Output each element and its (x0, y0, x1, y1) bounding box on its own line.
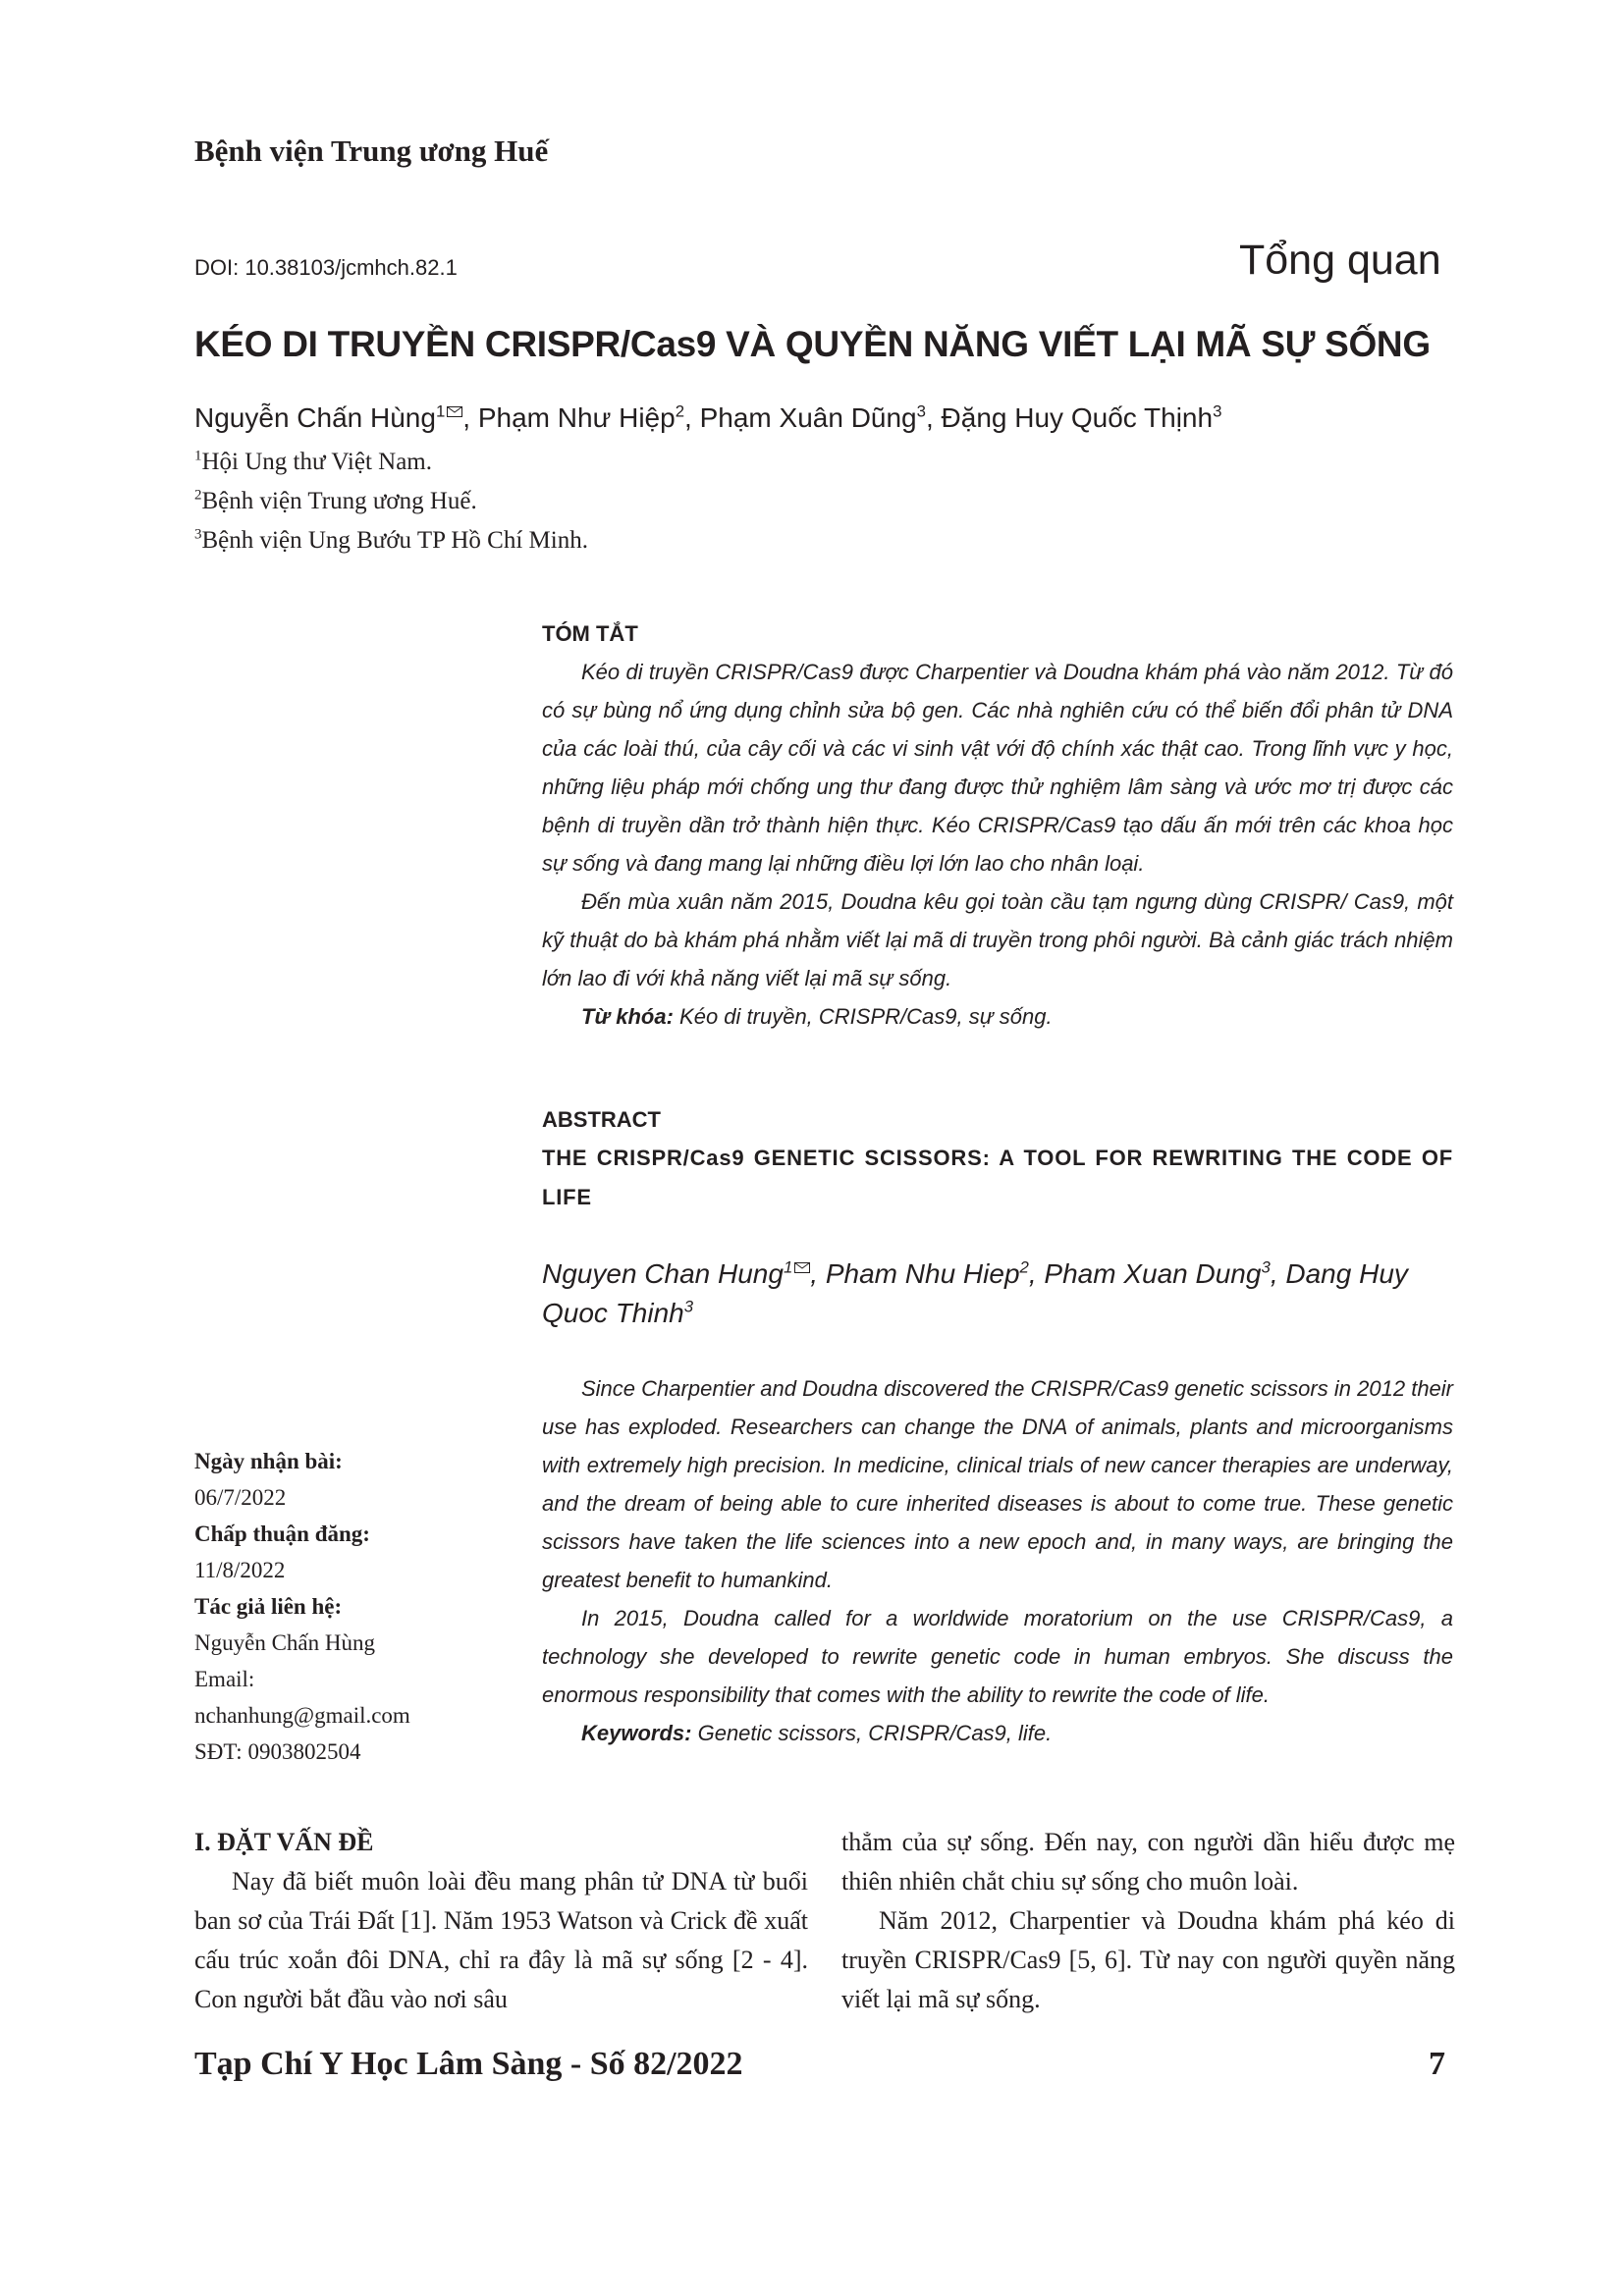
received-label: Ngày nhận bài: (194, 1449, 343, 1473)
author-list-en (542, 1255, 1453, 1333)
author-list-vi (194, 402, 1221, 434)
abstract-vi-paragraph: Đến mùa xuân năm 2015, Doudna kêu gọi toàn cầu tạm ngưng dùng CRISPR/ Cas9, một kỹ thuật do bà khám phá nhằm viết lại mã di truyền trong phôi người. Bà cảnh giác trách nhiệm lớn lao đi với khả năng viết lại mã sự sống. (542, 889, 1453, 990)
author-vi: Nguyễn Chấn Hùng$^1$ , (194, 401, 478, 433)
page-number: 7 (1429, 2046, 1445, 2082)
author-en: Pham Nhu Hiep$^2$, (825, 1257, 1045, 1289)
running-header-journal: Bệnh viện Trung ương Huế (194, 133, 549, 168)
abstract-vi (542, 621, 1453, 1036)
body-column-left (194, 1823, 808, 2019)
abstract-en-paragraph: Since Charpentier and Doudna discovered the CRISPR/Cas9 genetic scissors in 2012 their use has exploded. Researchers can change the DNA of animals, plants and microorganisms with extremely high precision. In medicine, clinical trials of new cancer therapies are underway, and the dream of being able to cure inherited diseases is about to come true. These genetic scissors have taken the life sciences into a new epoch and, in many ways, are bringing the greatest benefit to humankind. (542, 1376, 1453, 1592)
author-vi: Phạm Như Hiệp$^2$, (477, 401, 700, 433)
affiliation: $^1$Hội Ung thư Việt Nam. (194, 448, 432, 475)
email-label: Email: (194, 1667, 255, 1691)
body-paragraph: thẳm của sự sống. Đến nay, con người dần hiểu được mẹ thiên nhiên chắt chiu sự sống cho muôn loài. (841, 1828, 1455, 1896)
author-en: Nguyen Chan Hung$^1$ , (542, 1257, 826, 1289)
keywords-en: Keywords: Genetic scissors, CRISPR/Cas9, life. (581, 1721, 1053, 1745)
accepted-date: 11/8/2022 (194, 1558, 286, 1582)
email-address[interactable]: nchanhung@gmail.com (194, 1703, 410, 1728)
accepted-label: Chấp thuận đăng: (194, 1522, 370, 1546)
envelope-icon (794, 1262, 810, 1273)
abstract-en-heading: ABSTRACT (542, 1107, 661, 1132)
abstract-en-body (542, 1369, 1453, 1752)
received-date: 06/7/2022 (194, 1485, 287, 1510)
contact-label: Tác giả liên hệ: (194, 1594, 343, 1619)
envelope-icon (447, 406, 462, 417)
contact-name: Nguyễn Chấn Hùng (194, 1630, 375, 1655)
body-paragraph: Nay đã biết muôn loài đều mang phân tử DNA từ buổi ban sơ của Trái Đất [1]. Năm 1953 Watson và Crick đề xuất cấu trúc xoắn đôi DNA, chỉ ra đây là mã sự sống [2 - 4]. Con người bắt đầu vào nơi sâu (194, 1867, 808, 2013)
author-en: Pham Xuan Dung$^3$, (1044, 1257, 1286, 1289)
abstract-vi-heading: TÓM TẮT (542, 621, 638, 646)
body-paragraph: Năm 2012, Charpentier và Doudna khám phá kéo di truyền CRISPR/Cas9 [5, 6]. Từ nay con người quyền năng viết lại mã sự sống. (841, 1906, 1455, 2013)
article-type: Tổng quan (1239, 237, 1441, 284)
phone-number: SĐT: 0903802504 (194, 1739, 361, 1764)
doi-label: DOI: 10.38103/jcmhch.82.1 (194, 255, 458, 280)
section-heading: I. ĐẶT VẤN ĐỀ (194, 1828, 374, 1856)
article-info-sidebar (194, 1443, 509, 1770)
abstract-en-title: THE CRISPR/Cas9 GENETIC SCISSORS: A TOOL FOR REWRITING THE CODE OF LIFE (542, 1146, 1453, 1209)
abstract-en-header (542, 1107, 1453, 1217)
keywords-vi: Từ khóa: Kéo di truyền, CRISPR/Cas9, sự sống. (581, 1004, 1053, 1029)
abstract-vi-paragraph: Kéo di truyền CRISPR/Cas9 được Charpentier và Doudna khám phá vào năm 2012. Từ đó có sự bùng nổ ứng dụng chỉnh sửa bộ gen. Các nhà nghiên cứu có thể biến đổi phân tử DNA của các loài thú, của cây cối và các vi sinh vật với độ chính xác thật cao. Trong lĩnh vực y học, những liệu pháp mới chống ung thư đang được thử nghiệm lâm sàng và ước mơ trị được các bệnh di truyền dần trở thành hiện thực. Kéo CRISPR/Cas9 tạo dấu ấn mới trên các khoa học sự sống và đang mang lại những điều lợi lớn lao cho nhân loại. (542, 660, 1453, 876)
affiliation: $^3$Bệnh viện Ung Bướu TP Hồ Chí Minh. (194, 526, 588, 554)
author-vi: Đặng Huy Quốc Thịnh$^3$ (941, 401, 1222, 433)
abstract-en-paragraph: In 2015, Doudna called for a worldwide moratorium on the use CRISPR/Cas9, a technology she developed to rewrite genetic code in human embryos. She discuss the enormous responsibility that comes with the ability to rewrite the code of life. (542, 1606, 1453, 1707)
author-en: Dang Huy Quoc Thinh$^3$ (542, 1258, 1408, 1328)
author-vi: Phạm Xuân Dũng$^3$, (699, 401, 942, 433)
article-title: KÉO DI TRUYỀN CRISPR/Cas9 VÀ QUYỀN NĂNG VIẾT LẠI MÃ SỰ SỐNG (194, 324, 1431, 364)
body-column-right (841, 1823, 1455, 2019)
affiliation: $^2$Bệnh viện Trung ương Huế. (194, 487, 477, 514)
footer-journal: Tạp Chí Y Học Lâm Sàng - Số 82/2022 (194, 2046, 743, 2082)
